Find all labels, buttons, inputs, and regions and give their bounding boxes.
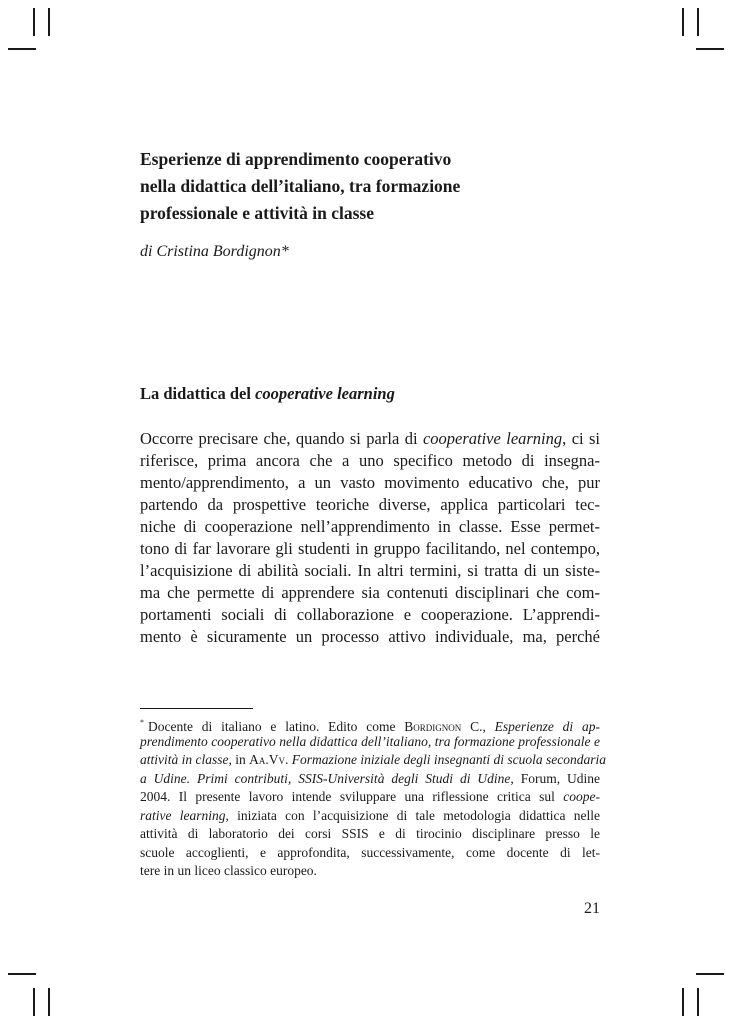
- body-line1-pre: Occorre precisare che, quando si parla di: [140, 429, 423, 448]
- footnote-line: [140, 807, 600, 826]
- crop-mark-bottom-right-h: [696, 973, 724, 975]
- footnote-line: scuole accoglienti, e approfondita, successivamente, come docente di let-: [140, 844, 600, 860]
- crop-mark-bottom-left-v2: [48, 988, 50, 1016]
- footnote-text: , Forum, Udine: [510, 770, 600, 786]
- title-line: nella didattica dell’italiano, tra formazione: [140, 176, 461, 196]
- footnote-line: attività di laboratorio dei corsi SSIS e di tirocinio disciplinare presso le: [140, 826, 600, 841]
- body-line: portamenti sociali di collaborazione e cooperazione. L’apprendi-: [140, 605, 600, 624]
- crop-mark-bottom-right-v2: [697, 988, 699, 1016]
- body-line: ma che permette di apprendere sia contenuti disciplinari che com-: [140, 583, 600, 602]
- body-line1-italic: cooperative learning: [422, 429, 563, 448]
- footnote-editor: Aa.Vv.: [249, 752, 289, 767]
- body-line: partendo da prospettive teoriche diverse, applica particolari tec-: [140, 495, 600, 514]
- footnote-line: [140, 751, 606, 770]
- crop-mark-top-right-v1: [682, 8, 684, 36]
- footnote-text: , in: [228, 752, 250, 767]
- footnote-italic: attività in classe: [140, 752, 229, 767]
- body-line: mento/apprendimento, a un vasto movimento educativo che, pur: [140, 473, 600, 492]
- crop-mark-top-left-v2: [48, 8, 50, 36]
- crop-mark-top-right-v2: [697, 8, 699, 36]
- footnote-italic: a Udine. Primi contributi, SSIS-Università degli Studi di Udine: [140, 770, 511, 786]
- body-line: [140, 428, 600, 450]
- footnote-text: 2004. Il presente lavoro intende sviluppare una riflessione critica sul: [140, 789, 564, 804]
- body-line: niche di cooperazione nell’apprendimento in classe. Esse permet-: [140, 517, 600, 536]
- body-line: riferisce, prima ancora che a uno specifico metodo di insegna-: [140, 451, 600, 470]
- body-line1-post: , ci si: [562, 429, 601, 448]
- footnote-line: [140, 770, 600, 789]
- footnote-italic: rative learning: [140, 807, 226, 823]
- footnote: [140, 714, 606, 881]
- footnote-text: Docente di italiano e latino. Edito come: [148, 719, 405, 734]
- section-heading-italic: cooperative learning: [255, 384, 395, 403]
- title-line: Esperienze di apprendimento cooperativo: [140, 149, 452, 169]
- section-heading: [140, 384, 395, 404]
- footnote-italic: prendimento cooperativo nella didattica dell’italiano, tra formazione professionale e: [140, 733, 600, 749]
- crop-mark-bottom-right-v1: [682, 988, 684, 1016]
- footnote-text: , iniziata con l’acquisizione di tale metodologia didattica nelle: [225, 807, 600, 823]
- footnote-rule: [140, 708, 253, 709]
- footnote-line: [140, 733, 600, 752]
- crop-mark-top-left-h: [8, 48, 36, 50]
- footnote-marker: *: [140, 718, 144, 727]
- author-byline: di Cristina Bordignon*: [140, 243, 289, 260]
- footnote-author-name: Bordignon C.: [404, 719, 483, 734]
- body-line: tono di far lavorare gli studenti in gruppo facilitando, nel contempo,: [140, 539, 600, 558]
- crop-mark-bottom-left-v1: [33, 988, 35, 1016]
- article-title: [140, 146, 610, 227]
- footnote-italic: coope-: [563, 789, 600, 804]
- crop-mark-top-right-h: [696, 48, 724, 50]
- section-heading-prefix: La didattica del: [140, 384, 256, 403]
- crop-mark-top-left-v1: [33, 8, 35, 36]
- footnote-text: ,: [482, 719, 495, 734]
- body-paragraph: [140, 428, 600, 648]
- footnote-italic: Esperienze di ap-: [494, 719, 600, 734]
- crop-mark-bottom-left-h: [8, 973, 36, 975]
- page-number: 21: [584, 900, 600, 917]
- footnote-italic: Formazione iniziale degli insegnanti di scuola secondaria: [291, 752, 606, 767]
- body-line: l’acquisizione di abilità sociali. In altri termini, si tratta di un siste-: [140, 561, 600, 580]
- footnote-line: tere in un liceo classico europeo.: [140, 863, 317, 878]
- footnote-line: [140, 714, 600, 733]
- footnote-line: [140, 788, 600, 807]
- body-line: mento è sicuramente un processo attivo individuale, ma, perché: [140, 627, 600, 646]
- title-line: professionale e attività in classe: [140, 203, 374, 223]
